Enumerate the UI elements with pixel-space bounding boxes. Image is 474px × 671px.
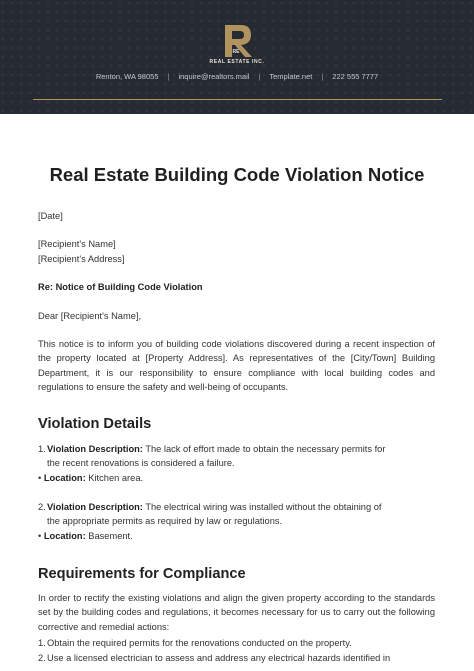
violation-desc-cont: the recent renovations is considered a failure.	[47, 458, 235, 469]
website-link[interactable]: Template.net	[269, 72, 313, 81]
salutation: Dear [Recipient's Name],	[38, 311, 142, 321]
email-link[interactable]: inquire@realtors.mail	[178, 72, 250, 81]
recipient-address: [Recipient's Address]	[38, 254, 125, 264]
list-number: 2.	[38, 653, 46, 663]
list-number: 1.	[38, 444, 46, 454]
location-value: Basement.	[85, 531, 133, 541]
separator: |	[167, 72, 170, 81]
realty-logo-icon	[217, 20, 257, 60]
date-field: [Date]	[38, 211, 63, 221]
requirements-intro: In order to rectify the existing violations and align the given property according to the standards set by the building codes and regulations, it becomes necessary for us to carry out the following corrective and remedial actions:	[38, 593, 435, 632]
location-item-2	[38, 529, 133, 543]
violation-desc: The lack of effort made to obtain the necessary permits for	[142, 444, 386, 454]
violations-heading: Violation Details	[38, 416, 152, 432]
location-label: Location:	[43, 473, 86, 483]
phone-text: 222 555 7777	[332, 72, 379, 81]
violation-desc: The electrical wiring was installed without the obtaining of	[142, 502, 382, 512]
violation-item-1	[38, 442, 435, 471]
separator: |	[258, 72, 261, 81]
divider-line	[33, 99, 442, 100]
intro-paragraph: This notice is to inform you of building code violations discovered during a recent inspection of the property located at [Property Address]. As representatives of the [City/Town] Building Department, it is our responsibility to ensure compliance with local building codes and regulations to ensure the safety and well-being of occupants.	[38, 339, 435, 393]
address-text: Renton, WA 98055	[95, 72, 159, 81]
brand-name: REAL ESTATE INC.	[209, 59, 265, 65]
violation-desc-cont: the appropriate permits as required by law or regulations.	[47, 516, 283, 527]
location-value: Kitchen area.	[85, 473, 144, 483]
requirement-item-2	[38, 651, 435, 665]
requirement-item-1	[38, 636, 435, 650]
logo-small-text: RE	[232, 49, 240, 55]
location-label: Location:	[43, 531, 86, 541]
requirement-text: Obtain the required permits for the renovations conducted on the property.	[47, 638, 352, 648]
recipient-name: [Recipient's Name]	[38, 239, 116, 249]
contact-bar	[0, 72, 474, 81]
list-number: 2.	[38, 502, 46, 512]
violation-label: Violation Description:	[47, 444, 143, 454]
requirement-text: Use a licensed electrician to assess and address any electrical hazards identified in	[47, 653, 391, 663]
bullet-icon: •	[38, 473, 42, 483]
location-item-1	[38, 471, 143, 485]
bullet-icon: •	[38, 531, 42, 541]
violation-label: Violation Description:	[47, 502, 143, 512]
violation-item-2	[38, 500, 435, 529]
requirements-heading: Requirements for Compliance	[38, 566, 246, 582]
list-number: 1.	[38, 638, 46, 648]
separator: |	[321, 72, 324, 81]
letterhead	[0, 0, 474, 114]
page-title: Real Estate Building Code Violation Notice	[49, 164, 425, 185]
subject-line: Re: Notice of Building Code Violation	[38, 282, 203, 292]
